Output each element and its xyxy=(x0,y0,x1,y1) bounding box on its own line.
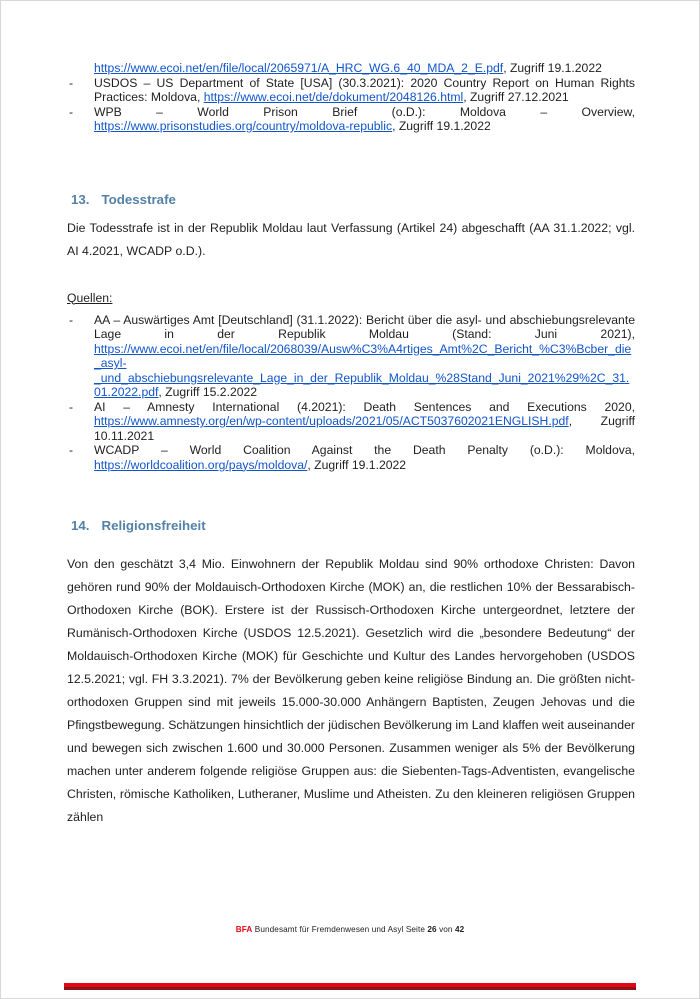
sources-label: Quellen: xyxy=(67,290,113,305)
source-text: WCADP – World Coalition Against the Death Penalty (o.D.): Moldova, xyxy=(94,443,635,458)
source-suffix: , Zugriff 10.11.2021 xyxy=(94,414,635,443)
footer-seite-label: Seite xyxy=(405,925,428,934)
source-suffix: , Zugriff 15.2.2022 xyxy=(158,385,258,400)
page-footer xyxy=(1,925,699,934)
page-number-total: 42 xyxy=(454,925,465,934)
source-text: WPB – World Prison Brief (o.D.): Moldova – Overview, xyxy=(94,104,635,119)
source-body xyxy=(94,105,635,134)
footer-von-label: von xyxy=(436,925,455,934)
source-link[interactable]: https://www.ecoi.net/en/file/local/2065971/A_HRC_WG.6_40_MDA_2_E.pdf xyxy=(94,61,504,75)
sources-list-top xyxy=(67,61,635,134)
source-suffix: , Zugriff 19.1.2022 xyxy=(307,457,407,472)
source-suffix: , Zugriff 19.1.2022 xyxy=(392,119,491,134)
source-link[interactable]: https://www.amnesty.org/en/wp-content/uploads/2021/05/ACT5037602021ENGLISH.pdf xyxy=(94,414,569,429)
section-paragraph: Von den geschätzt 3,4 Mio. Einwohnern der Republik Moldau sind 90% orthodoxe Christen: Davon gehören rund 90% der Moldauisch-Orthodoxen Kirche (MOK) an, die restlichen 10% der Bessarabisch-Orthodoxen Kirche (BOK). Erstere ist der Russisch-Orthodoxen Kirche untergeordnet, letztere der Rumänisch-Orthodoxen Kirche (USDOS 12.5.2021). Gesetzlich wird die „besondere Bedeutung“ der Moldauisch-Orthodoxen Kirche (MOK) für Geschichte und Kultur des Landes hervorgehoben (USDOS 12.5.2021; vgl. FH 3.3.2021). 7% der Bevölkerung geben keine religiöse Bindung an. Die größten nicht-orthodoxen Gruppen sind mit jeweils 15.000-30.000 Anhängern Baptisten, Zeugen Jehovas und die Pfingstbewegung. Schätzungen hinsichtlich der jüdischen Bevölkerung im Land klaffen weit auseinander und bewegen sich zwischen 1.600 und 30.000 Personen. Zusammen weniger als 5% der Bevölkerung machen unter anderem folgende religiöse Gruppen aus: die Siebenten-Tags-Adventisten, evangelische Christen, römische Katholiken, Lutheraner, Muslime und Atheisten. Zu den kleineren religiösen Gruppen zählen xyxy=(67,557,635,825)
list-dash: - xyxy=(69,312,74,327)
source-link[interactable]: https://www.ecoi.net/de/dokument/2048126.html xyxy=(203,90,464,105)
source-item xyxy=(67,105,635,134)
source-item xyxy=(67,400,635,444)
bfa-abbreviation: BFA xyxy=(235,925,253,934)
section-title: Todesstrafe xyxy=(101,191,176,207)
source-item xyxy=(67,61,635,76)
sources-list-todesstrafe xyxy=(67,313,635,473)
source-suffix: , Zugriff 19.1.2022 xyxy=(503,61,602,75)
source-suffix: , Zugriff 27.12.2021 xyxy=(463,90,569,105)
source-body xyxy=(94,61,602,75)
source-body xyxy=(94,313,635,400)
footer-red-bar xyxy=(64,983,636,990)
source-item xyxy=(67,443,635,472)
section-title: Religionsfreiheit xyxy=(101,518,206,534)
source-body xyxy=(94,443,635,472)
source-text: AA – Auswärtiges Amt [Deutschland] (31.1.2022): Bericht über die asyl- und abschiebungsrelevante Lage in der Republik Moldau (Stand: Juni 2021), xyxy=(94,312,635,342)
source-link[interactable]: https://www.ecoi.net/en/file/local/2068039/Ausw%C3%A4rtiges_Amt%2C_Bericht_%C3%Bcber_die_asyl-_und_abschiebungsrelevante_Lage_in_der_Republik_Moldau_%28Stand_Juni_2021%29%2C_31.01.2022.pdf xyxy=(94,341,632,400)
section-number: 13. xyxy=(71,191,90,207)
section-heading-religionsfreiheit xyxy=(71,518,635,533)
source-link[interactable]: https://www.prisonstudies.org/country/moldova-republic xyxy=(94,119,393,134)
section-paragraph: Die Todesstrafe ist in der Republik Moldau laut Verfassung (Artikel 24) abgeschafft (AA 31.1.2022; vgl. AI 4.2021, WCADP o.D.). xyxy=(67,220,635,258)
list-dash: - xyxy=(69,399,74,414)
source-text: USDOS – US Department of State [USA] (30.3.2021): 2020 Country Report on Human Rights Practices: Moldova, xyxy=(94,75,635,105)
list-dash: - xyxy=(69,443,74,458)
source-body xyxy=(94,400,635,443)
source-link[interactable]: https://worldcoalition.org/pays/moldova/ xyxy=(94,457,308,472)
list-dash: - xyxy=(69,75,74,90)
source-item xyxy=(67,313,635,400)
page-content xyxy=(1,1,699,829)
page-number-current: 26 xyxy=(427,925,437,934)
source-text: AI – Amnesty International (4.2021): Death Sentences and Executions 2020, xyxy=(94,399,635,414)
section-heading-todesstrafe xyxy=(71,192,635,207)
source-body xyxy=(94,76,635,105)
footer-organization: Bundesamt für Fremdenwesen und Asyl xyxy=(252,925,406,934)
list-dash: - xyxy=(69,104,74,119)
source-item xyxy=(67,76,635,105)
section-number: 14. xyxy=(71,518,90,534)
